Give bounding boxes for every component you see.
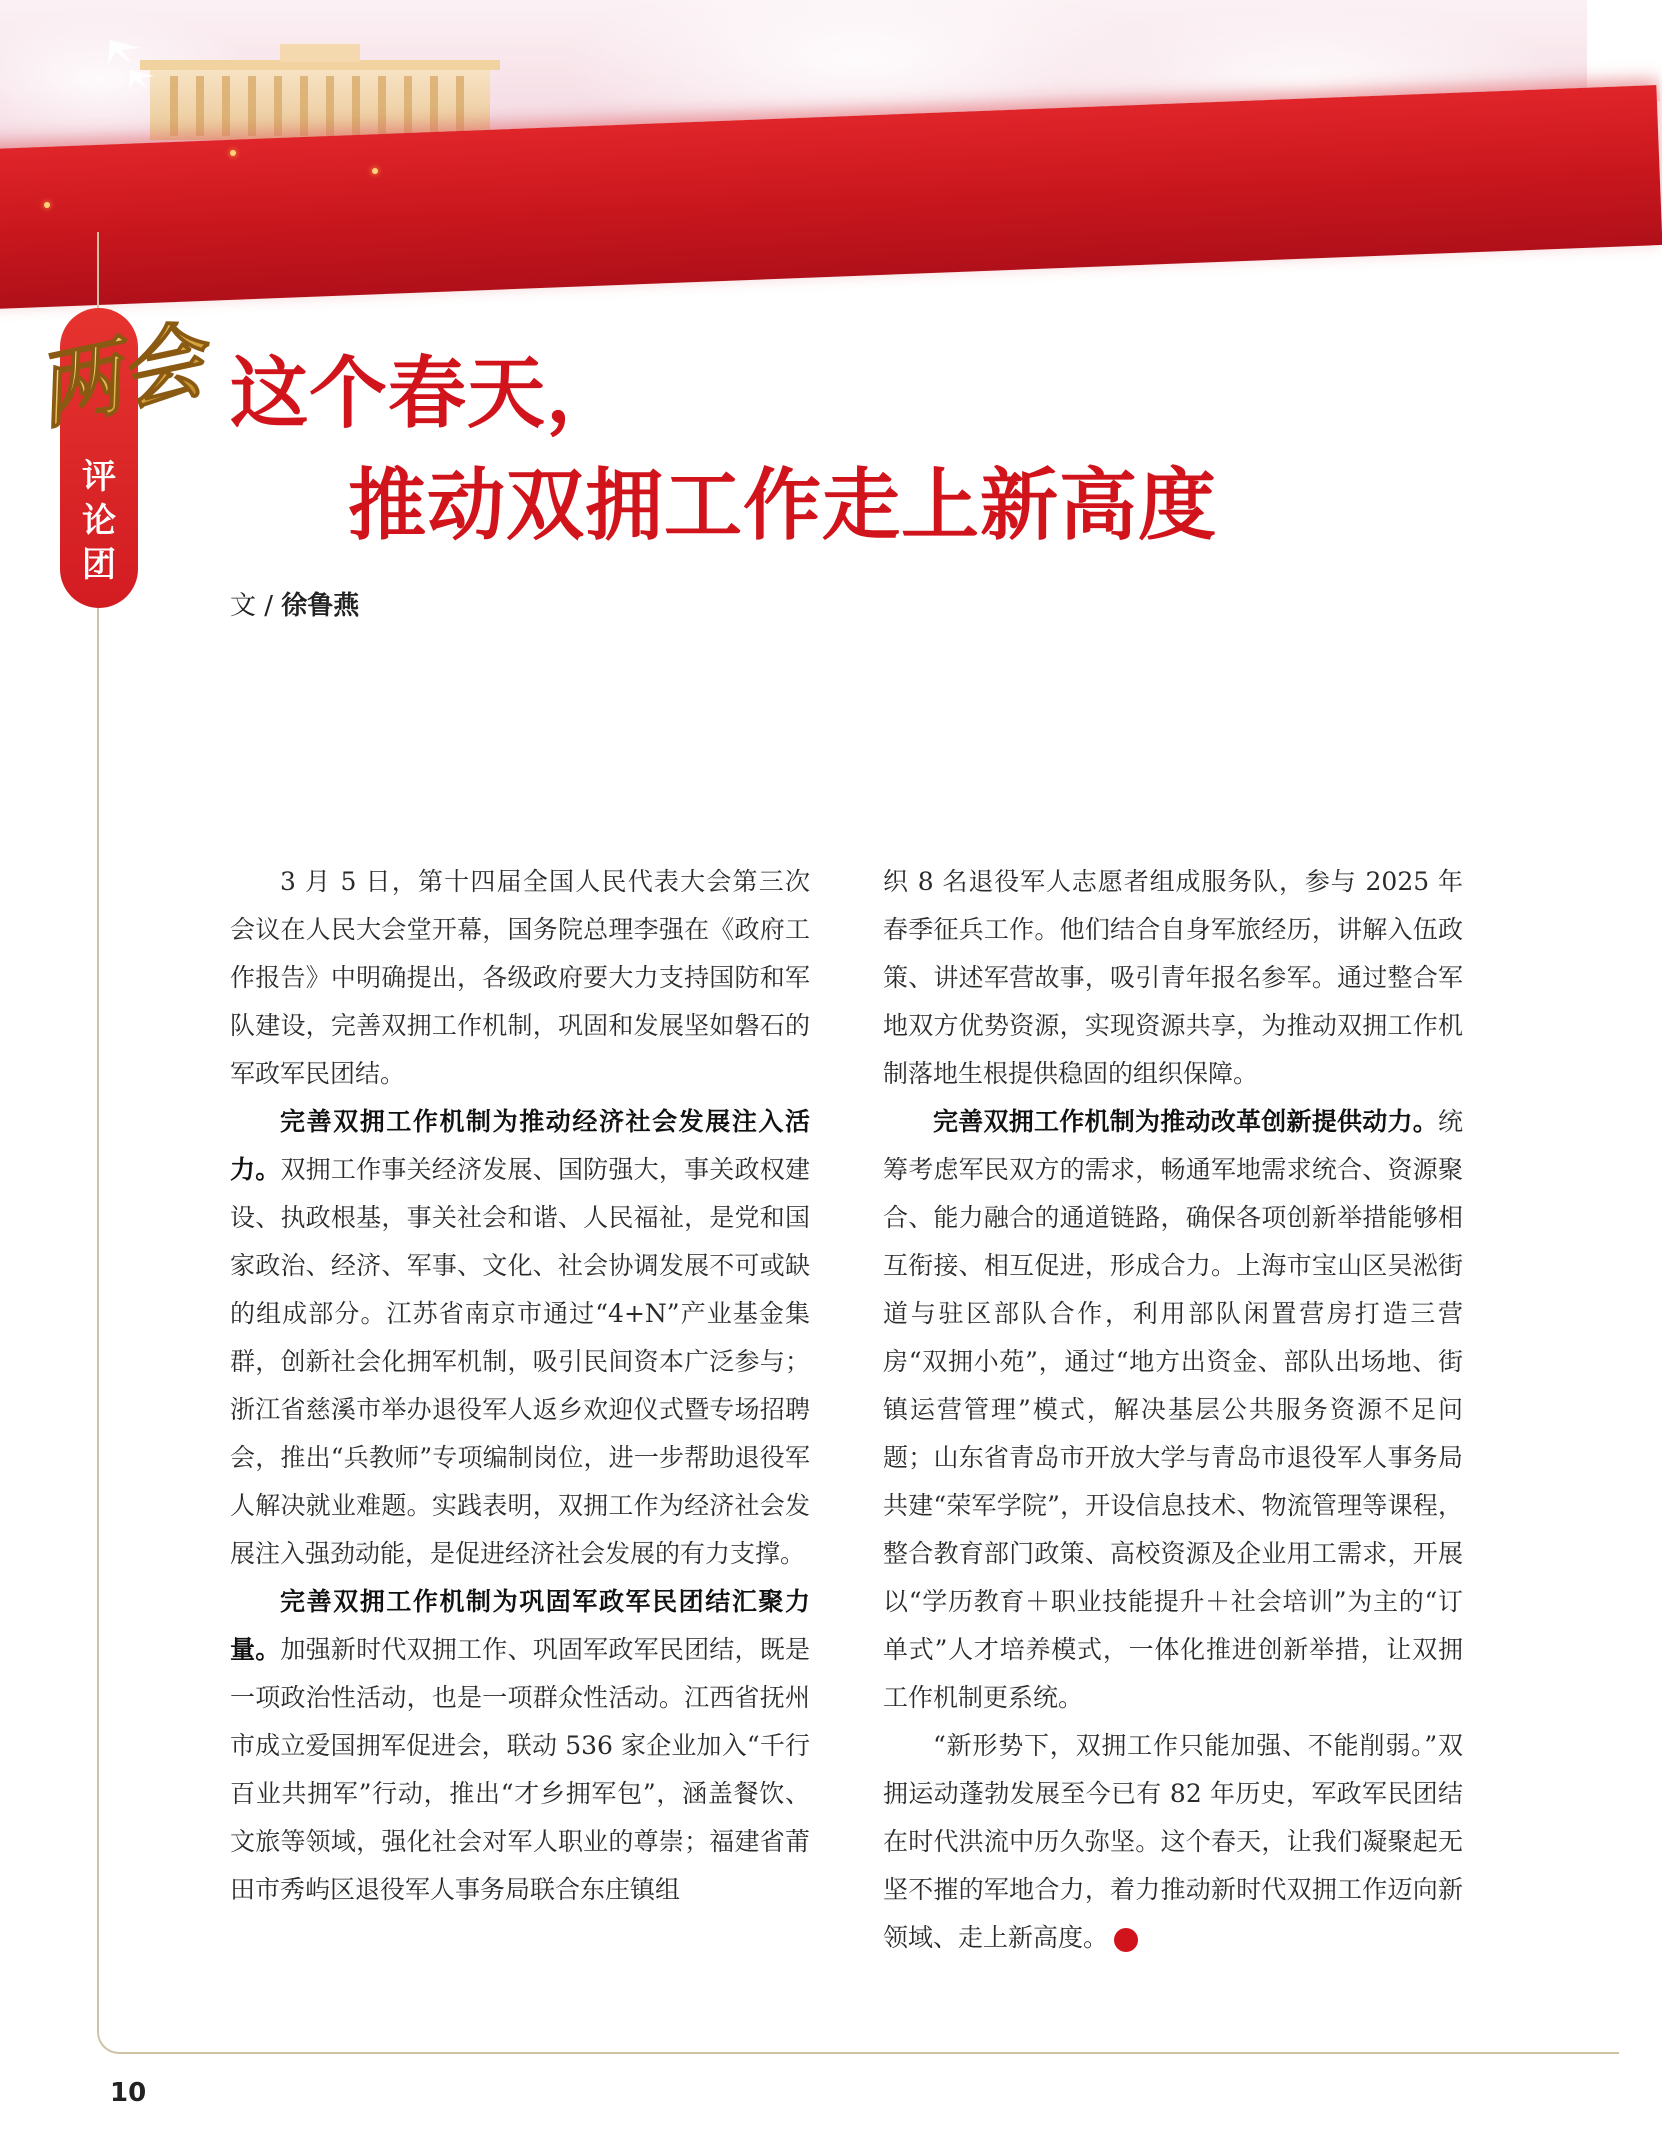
paragraph-continued (883, 858, 1463, 1098)
calligraphy-logo (27, 300, 213, 450)
byline (230, 588, 359, 624)
badge-char: 评 (82, 457, 116, 497)
byline-prefix: 文 / (230, 591, 282, 621)
body-column-left (230, 858, 810, 1914)
end-mark-icon: N (1114, 1928, 1138, 1952)
badge-char: 团 (82, 545, 116, 585)
author-name: 徐鲁燕 (281, 591, 360, 621)
paragraph-lead: 完善双拥工作机制为推动改革创新提供动力。 (933, 1107, 1438, 1136)
paragraph-text: 织 8 名退役军人志愿者组成服务队，参与 2025 年春季征兵工作。他们结合自身军旅经历，讲解入伍政策、讲述军营故事，吸引青年报名参军。通过整合军地双方优势资源，实现资源共享，为推动双拥工作机制落地生根提供稳固的组织保障。 (883, 867, 1463, 1088)
header-banner (0, 0, 1587, 232)
paragraph (230, 858, 810, 1098)
paragraph-text: 双拥工作事关经济发展、国防强大，事关政权建设、执政根基，事关社会和谐、人民福祉，是党和国家政治、经济、军事、文化、社会协调发展不可或缺的组成部分。江苏省南京市通过“4+N”产业基金集群，创新社会化拥军机制，吸引民间资本广泛参与；浙江省慈溪市举办退役军人返乡欢迎仪式暨专场招聘会，推出“兵教师”专项编制岗位，进一步帮助退役军人解决就业难题。实践表明，双拥工作为经济社会发展注入强劲动能，是促进经济社会发展的有力支撑。 (230, 1155, 810, 1568)
paragraph-text: 3 月 5 日，第十四届全国人民代表大会第三次会议在人民大会堂开幕，国务院总理李强在《政府工作报告》中明确提出，各级政府要大力支持国防和军队建设，完善双拥工作机制，巩固和发展坚如磐石的军政军民团结。 (230, 867, 810, 1088)
article-title (230, 338, 1217, 562)
paragraph-text: “新形势下，双拥工作只能加强、不能削弱。”双拥运动蓬勃发展至今已有 82 年历史，军政军民团结在时代洪流中历久弥坚。这个春天，让我们凝聚起无坚不摧的军地合力，着力推动新时代双拥工作迈向新领域、走上新高度。 (883, 1731, 1463, 1952)
paragraph-text: 加强新时代双拥工作、巩固军政军民团结，既是一项政治性活动，也是一项群众性活动。江西省抚州市成立爱国拥军促进会，联动 536 家企业加入“千行百业共拥军”行动，推出“才乡拥军包”，涵盖餐饮、文旅等领域，强化社会对军人职业的尊崇；福建省莆田市秀屿区退役军人事务局联合东庄镇组 (230, 1635, 810, 1904)
badge-char: 论 (82, 501, 116, 541)
title-line-1: 这个春天， (230, 349, 626, 439)
paragraph (230, 1098, 810, 1578)
svg-text:两会: 两会 (27, 309, 213, 442)
title-line-2: 推动双拥工作走上新高度 (348, 461, 1218, 551)
paragraph-lead: 完善双拥工作机制为推动经济社会发展注入活力。 (230, 1107, 810, 1184)
column-badge-label (60, 455, 138, 587)
paragraph (883, 1098, 1463, 1722)
paragraph (883, 1722, 1463, 1962)
body-column-right (883, 858, 1463, 1962)
paragraph-lead: 完善双拥工作机制为巩固军政军民团结汇聚力量。 (230, 1587, 810, 1664)
paragraph-text: 统筹考虑军民双方的需求，畅通军地需求统合、资源聚合、能力融合的通道链路，确保各项创新举措能够相互衔接、相互促进，形成合力。上海市宝山区吴淞街道与驻区部队合作，利用部队闲置营房打造三营房“双拥小苑”，通过“地方出资金、部队出场地、街镇运营管理”模式，解决基层公共服务资源不足问题；山东省青岛市开放大学与青岛市退役军人事务局共建“荣军学院”，开设信息技术、物流管理等课程，整合教育部门政策、高校资源及企业用工需求，开展以“学历教育＋职业技能提升＋社会培训”为主的“订单式”人才培养模式，一体化推进创新举措，让双拥工作机制更系统。 (883, 1107, 1463, 1712)
page-number: 10 (110, 2078, 147, 2108)
paragraph (230, 1578, 810, 1914)
